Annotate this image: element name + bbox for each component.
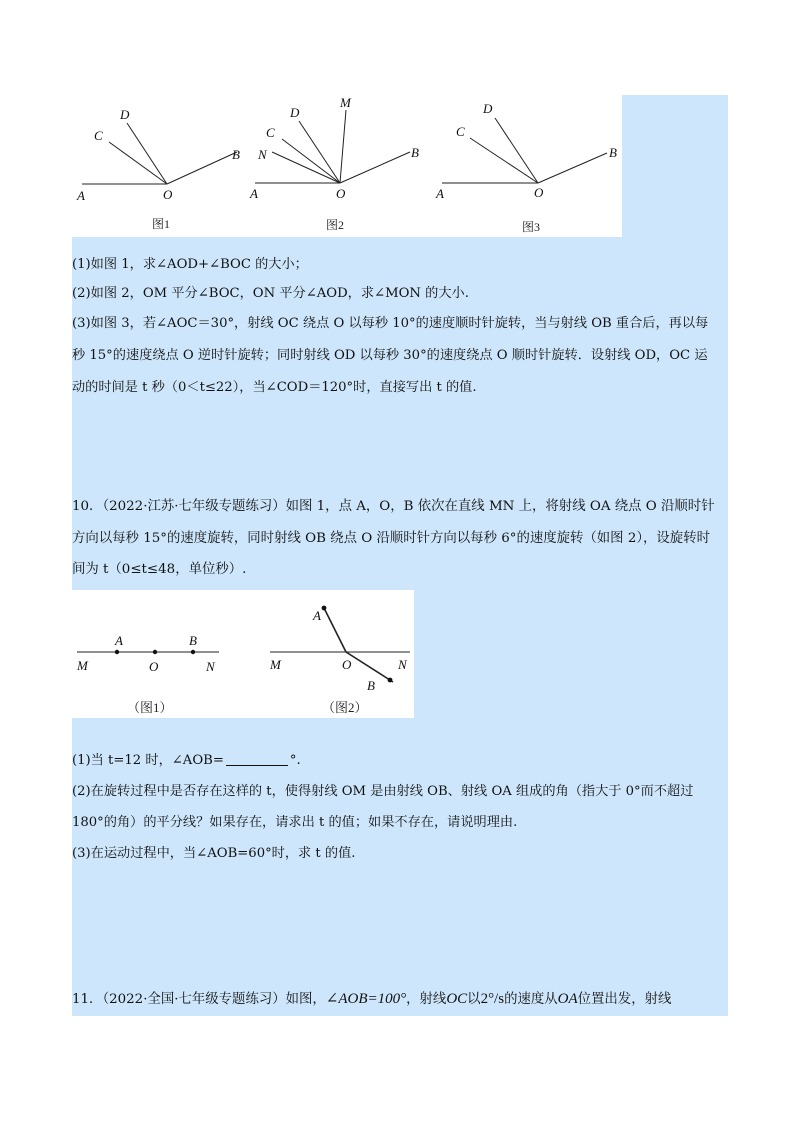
question-11-ray-oc: OC: [446, 991, 468, 1007]
figure-1: [76, 107, 240, 231]
fig10-1-label-m: M: [77, 658, 88, 673]
question-9-part-2: (2)如图 2，OM 平分∠BOC，ON 平分∠AOD，求∠MON 的大小.: [72, 286, 469, 301]
question-11-angle-expr: ∠AOB=100°: [325, 991, 407, 1007]
highlight-block-1: [622, 95, 728, 237]
fig3-label-b: B: [609, 145, 617, 160]
fig3-label-d: D: [483, 101, 493, 116]
fig2-label-b: B: [411, 145, 419, 160]
question-10-part-2-line-1: (2)在旋转过程中是否存在这样的 t，使得射线 OM 是由射线 OB、射线 OA 组成的角（指大于 0°而不超过: [72, 784, 694, 799]
question-10-part-3: (3)在运动过程中，当∠AOB=60°时，求 t 的值.: [72, 846, 356, 861]
question-9-part-3-line-3: 动的时间是 t 秒（0＜t≤22），当∠COD＝120°时，直接写出 t 的值.: [72, 380, 477, 395]
question-11-prefix: 11．（2022·全国·七年级专题练习）如图，: [72, 992, 326, 1007]
question-11-mid-2: 以: [467, 992, 481, 1007]
fig2-label-a: A: [250, 186, 258, 201]
answer-blank[interactable]: [226, 752, 288, 766]
figure-2: [249, 95, 419, 232]
fig1-label-a: A: [77, 188, 85, 203]
question-11-suffix: 位置出发，射线: [577, 992, 672, 1007]
fig10-2-caption: （图2）: [322, 700, 368, 715]
fig2-label-n: N: [258, 147, 267, 162]
fig1-caption: 图1: [152, 217, 171, 231]
figure-3: [435, 101, 617, 234]
question-9-part-3-line-1: (3)如图 3，若∠AOC＝30°，射线 OC 绕点 O 以每秒 10°的速度顺时针旋转，当与射线 OB 重合后，再以每: [72, 316, 709, 331]
fig1-label-b: B: [232, 147, 240, 162]
fig2-label-o: O: [336, 186, 346, 201]
fig10-1-label-n: N: [206, 659, 215, 674]
fig3-caption: 图3: [522, 220, 541, 234]
fig3-label-o: O: [534, 185, 544, 200]
ray-rotation-figures: [72, 590, 414, 718]
fig2-caption: 图2: [326, 218, 345, 232]
fig1-label-c: C: [94, 128, 103, 143]
question-11-mid-1: ，射线: [406, 992, 447, 1007]
fig3-label-c: C: [456, 124, 465, 139]
fig1-label-o: O: [163, 187, 173, 202]
question-11-speed: 2°/s: [480, 991, 505, 1007]
fig10-2-label-a: A: [313, 608, 321, 623]
fig10-2-label-n: N: [398, 657, 407, 672]
question-10-part-1: [72, 751, 301, 771]
question-10-header-line-1: 10．（2022·江苏·七年级专题练习）如图 1，点 A，O，B 依次在直线 MN 上，将射线 OA 绕点 O 沿顺时针: [72, 499, 715, 514]
fig10-1-label-a: A: [115, 633, 123, 648]
fig10-1-label-b: B: [189, 633, 197, 648]
fig1-label-d: D: [120, 107, 130, 122]
figure-10-2: [269, 606, 410, 715]
fig3-label-a: A: [436, 186, 444, 201]
fig2-label-d: D: [290, 105, 300, 120]
fig2-label-c: C: [266, 125, 275, 140]
fig10-1-caption: （图1）: [127, 700, 173, 715]
question-11-mid-3: 的速度从: [504, 992, 558, 1007]
question-10-header-line-3: 间为 t（0≤t≤48，单位秒）.: [72, 562, 247, 577]
fig10-1-label-o: O: [149, 659, 159, 674]
question-10-part-1-prefix: (1)当 t=12 时，∠AOB=: [72, 753, 224, 768]
question-10-header-line-2: 方向以每秒 15°的速度旋转，同时射线 OB 绕点 O 沿顺时针方向以每秒 6°的速度旋转（如图 2），设旋转时: [72, 531, 710, 546]
question-9-part-1: (1)如图 1，求∠AOD+∠BOC 的大小；: [72, 257, 308, 272]
question-11-header: [72, 989, 671, 1010]
question-10-part-2-line-2: 180°的角）的平分线？如果存在，请求出 t 的值；如果不存在，请说明理由.: [72, 815, 518, 830]
fig2-label-m: M: [340, 95, 351, 110]
fig10-2-label-o: O: [342, 657, 352, 672]
fig10-2-label-m: M: [270, 657, 281, 672]
question-10-part-1-suffix: °.: [289, 753, 301, 768]
angle-figures-1-2-3: [72, 95, 622, 237]
question-11-ray-oa: OA: [557, 991, 578, 1007]
fig10-2-label-b: B: [367, 678, 375, 693]
question-9-part-3-line-2: 秒 15°的速度绕点 O 逆时针旋转；同时射线 OD 以每秒 30°的速度绕点 O 顺时针旋转．设射线 OD，OC 运: [72, 348, 708, 363]
figure-10-1: [76, 633, 219, 715]
